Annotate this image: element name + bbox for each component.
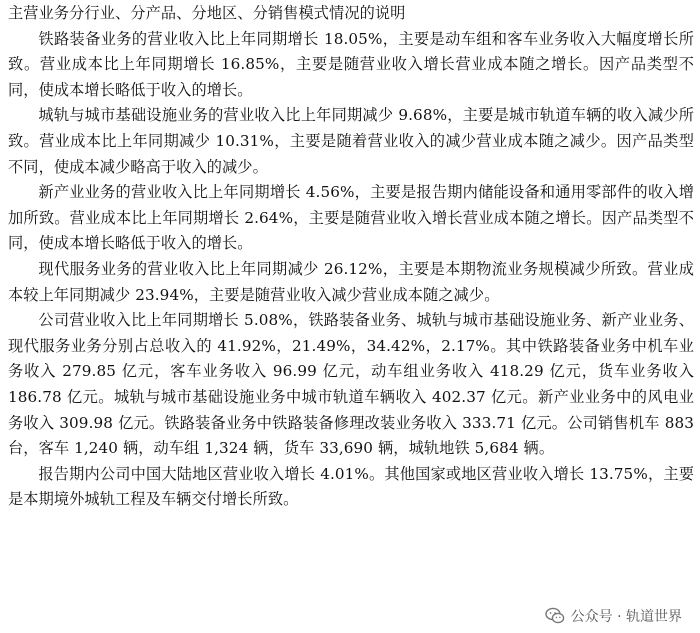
watermark [541,603,686,629]
wechat-icon [545,607,565,625]
paragraph-new-industry: 新产业业务的营业收入比上年同期增长 4.56%，主要是报告期内储能设备和通用零部件的收入增加所致。营业成本比上年同期增长 2.64%，主要是随营业收入增长营业成本随之增长。因产品类型不同，使成本增长略低于收入的增长。 [8,183,694,253]
paragraph-modern-services: 现代服务业务的营业收入比上年同期减少 26.12%，主要是本期物流业务规模减少所致。营业成本较上年同期减少 23.94%，主要是随营业收入减少营业成本随之减少。 [8,259,694,304]
paragraph-railway-equipment: 铁路装备业务的营业收入比上年同期增长 18.05%，主要是动车组和客车业务收入大幅度增长所致。营业成本比上年同期增长 16.85%，主要是随营业收入增长营业成本随之增长。因产品类型不同，使成本增长略低于收入的增长。 [8,29,694,99]
section-heading: 主营业务分行业、分产品、分地区、分销售模式情况的说明 [8,4,406,22]
paragraph-company-revenue: 公司营业收入比上年同期增长 5.08%，铁路装备业务、城轨与城市基础设施业务、新产业业务、现代服务业务分别占总收入的 41.92%，21.49%，34.42%，2.17%。其中铁路装备业务中机车业务收入 279.85 亿元，客车业务收入 96.99 亿元，动车组业务收入 418.29 亿元，货车业务收入 186.78 亿元。城轨与城市基础设施业务中城市轨道车辆收入 402.37 亿元。新产业业务中的风电业务收入 309.98 亿元。铁路装备业务中铁路装备修理改装业务收入 333.71 亿元。公司销售机车 883 台，客车 1,240 辆，动车组 1,324 辆，货车 33,690 辆，城轨地铁 5,684 辆。 [8,311,694,458]
watermark-text: 公众号 · 轨道世界 [570,609,682,625]
paragraph-urban-rail: 城轨与城市基础设施业务的营业收入比上年同期减少 9.68%，主要是城市轨道车辆的收入减少所致。营业成本比上年同期减少 10.31%，主要是随着营业收入的减少营业成本随之减少。因产品类型不同，使成本减少略高于收入的减少。 [8,106,694,176]
paragraph-regional-revenue: 报告期内公司中国大陆地区营业收入增长 4.01%。其他国家或地区营业收入增长 13.75%，主要是本期境外城轨工程及车辆交付增长所致。 [8,464,694,509]
